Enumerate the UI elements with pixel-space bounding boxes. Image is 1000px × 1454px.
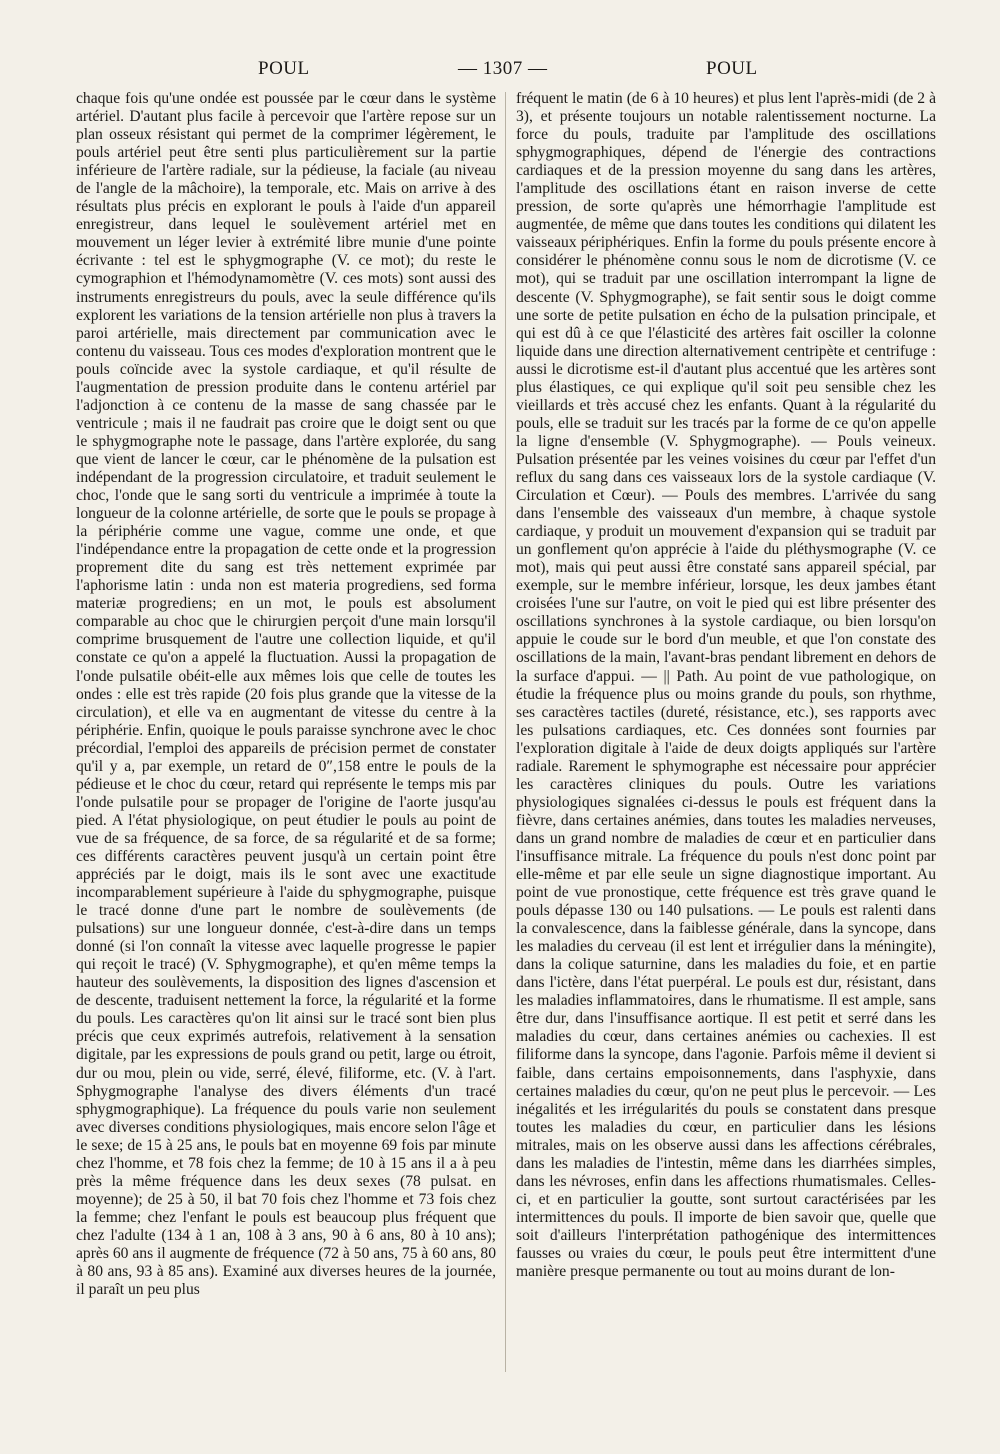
column-divider <box>505 92 506 1372</box>
left-column <box>76 90 496 1299</box>
running-header <box>0 58 1000 84</box>
header-right-keyword: POUL <box>706 58 758 79</box>
left-column-text: chaque fois qu'une ondée est poussée par le cœur dans le système artériel. D'autant plus facile à percevoir que l'artère repose sur un plan osseux résistant qui permet de la comprimer légèrement, le pouls artériel peut être senti plus particulièrement sur la partie inférieure de l'artère radiale, sur la pédieuse, la faciale (au niveau de l'angle de la mâchoire), la temporale, etc. Mais on arrive à des résultats plus précis en explorant le pouls à l'aide d'un appareil enregistreur, dans lequel le soulèvement artériel met en mouvement un léger levier à extrémité libre munie d'une pointe écrivante : tel est le sphygmographe (V. ce mot); du reste le cymographion et l'hémodynamomètre (V. ces mots) sont aussi des instruments enregistreurs du pouls, avec la seule différence qu'ils explorent les variations de la tension artérielle non plus à travers la paroi artérielle, mais directement par communication avec le contenu du vaisseau. Tous ces modes d'exploration montrent que le pouls coïncide avec la systole cardiaque, et qu'il résulte de l'augmentation de pression produite dans le contenu artériel par l'adjonction à ce contenu de la masse de sang chassée par le ventricule ; mais il ne faudrait pas croire que le doigt sent ou que le sphygmographe note le passage, dans l'artère explorée, du sang que vient de lancer le cœur, car le phénomène de la pulsation est indépendant de la progression circulatoire, et traduit seulement le choc, l'onde que le sang sorti du ventricule a imprimée à toute la longueur de la colonne artérielle, de sorte que le pouls se propage à la périphérie comme une vague, comme une onde, et que l'indépendance entre la propagation de cette onde et la progression proprement dite du sang est très nettement exprimée par l'aphorisme latin : unda non est materia progrediens, sed forma materiæ progrediens; en un mot, le pouls est absolument comparable au choc que le chirurgien perçoit d'une main lorsqu'il comprime brusquement de l'autre une collection liquide, et qu'il constate ce qu'on a appelé la fluctuation. Aussi la propagation de l'onde pulsatile obéit-elle aux mêmes lois que celle de toutes les ondes : elle est très rapide (20 fois plus grande que la vitesse de la circulation), et elle va en augmentant de vitesse du centre à la périphérie. Enfin, quoique le pouls paraisse synchrone avec le choc précordial, l'emploi des appareils de précision permet de constater qu'il y a, par exemple, un retard de 0″,158 entre le pouls de la pédieuse et le choc du cœur, retard qui représente le temps mis par l'onde pulsatile pour se propager de l'origine de l'aorte jusqu'au pied. A l'état physiologique, on peut étudier le pouls au point de vue de sa fréquence, de sa force, de sa régularité et de sa forme; ces différents caractères peuvent jusqu'à un certain point être appréciés par le doigt, mais ils le sont avec une exactitude incomparablement supérieure à l'aide du sphygmographe, puisque le tracé donne d'une part le nombre de soulèvements (de pulsations) sur une longueur donnée, c'est-à-dire dans un temps donné (si l'on connaît la vitesse avec laquelle progresse le papier qui reçoit le tracé) (V. Sphygmographe), et qu'en même temps la hauteur des soulèvements, la disposition des lignes d'ascension et de descente, traduisent nettement la force, la régularité et la forme du pouls. Les caractères qu'on lit ainsi sur le tracé sont bien plus précis que ceux exprimés autrefois, relativement à la sensation digitale, par les expressions de pouls grand ou petit, large ou étroit, dur ou mou, plein ou vide, serré, élevé, filiforme, etc. (V. à l'art. Sphygmographe l'analyse des divers éléments d'un tracé sphygmographique). La fréquence du pouls varie non seulement avec diverses conditions physiologiques, mais encore selon l'âge et le sexe; de 15 à 25 ans, le pouls bat en moyenne 69 fois par minute chez l'homme, et 78 fois chez la femme; de 10 à 15 ans il a à peu près la même fréquence dans les deux sexes (78 pulsat. en moyenne); de 25 à 50, il bat 70 fois chez l'homme et 73 fois chez la femme; chez l'enfant le pouls est beaucoup plus fréquent que chez l'adulte (134 à 1 an, 108 à 3 ans, 90 à 6 ans, 80 à 10 ans); après 60 ans il augmente de fréquence (72 à 50 ans, 75 à 60 ans, 80 à 80 ans, 93 à 85 ans). Examiné aux diverses heures de la journée, il paraît un peu plus <box>76 90 496 1299</box>
page-number: — 1307 — <box>458 58 548 79</box>
header-left-keyword: POUL <box>258 58 310 79</box>
right-column-text: fréquent le matin (de 6 à 10 heures) et plus lent l'après-midi (de 2 à 3), et présente toujours un notable ralentissement nocturne. La force du pouls, traduite par l'amplitude des oscillations sphygmographiques, dépend de l'énergie des contractions cardiaques et de la pression moyenne du sang dans les artères, l'amplitude des oscillations étant en raison inverse de cette pression, de sorte qu'après une hémorrhagie l'amplitude est augmentée, de même que dans toutes les conditions qui dilatent les vaisseaux périphériques. Enfin la forme du pouls présente encore à considérer le phénomène connu sous le nom de dicrotisme (V. ce mot), qui se traduit par une oscillation interrompant la ligne de descente (V. Sphygmographe), se fait sentir sous le doigt comme une sorte de petite pulsation en écho de la pulsation principale, et qui est dû à ce que l'élasticité des artères fait osciller la colonne liquide dans une direction alternativement centripète et centrifuge : aussi le dicrotisme est-il d'autant plus accentué que les artères sont plus élastiques, ce qui explique qu'il soit peu sensible chez les vieillards et très accusé chez les enfants. Quant à la régularité du pouls, elle se traduit sur les tracés par la forme de ce qu'on appelle la ligne d'ensemble (V. Sphygmographe). — Pouls veineux. Pulsation présentée par les veines voisines du cœur par l'effet d'un reflux du sang dans ces vaisseaux lors de la systole cardiaque (V. Circulation et Cœur). — Pouls des membres. L'arrivée du sang dans l'ensemble des vaisseaux d'un membre, à chaque systole cardiaque, y produit un mouvement d'expansion qui se traduit par un gonflement qu'on apprécie à l'aide du pléthysmographe (V. ce mot), mais qui peut aussi être constaté sans appareil spécial, par exemple, sur le membre inférieur, lorsque, les deux jambes étant croisées l'une sur l'autre, on voit le pied qui est libre présenter des oscillations synchrones à la systole cardiaque, ou bien lorsqu'on appuie le coude sur le bord d'un meuble, et que l'on constate des oscillations de la main, l'avant-bras pendant librement en dehors de la surface d'appui. — || Path. Au point de vue pathologique, on étudie la fréquence plus ou moins grande du pouls, son rhythme, ses caractères tactiles (dureté, résistance, etc.), ses rapports avec les pulsations cardiaques, etc. Ces données sont fournies par l'exploration digitale à l'aide de deux doigts appliqués sur l'artère radiale. Rarement le sphymographe est nécessaire pour apprécier les caractères cliniques du pouls. Outre les variations physiologiques signalées ci-dessus le pouls est fréquent dans la fièvre, dans certaines anémies, dans toutes les maladies nerveuses, dans un grand nombre de maladies de cœur et en particulier dans l'insuffisance mitrale. La fréquence du pouls n'est donc point par elle-même et par elle seule un signe diagnostique important. Au point de vue pronostique, cette fréquence est très grave quand le pouls dépasse 130 ou 140 pulsations. — Le pouls est ralenti dans la convalescence, dans la faiblesse générale, dans la syncope, dans les maladies du cerveau (il est lent et irrégulier dans la méningite), dans la colique saturnine, dans les maladies du foie, et en partie dans l'ictère, dans l'état puerpéral. Le pouls est dur, résistant, dans les maladies inflammatoires, dans le rhumatisme. Il est ample, sans être dur, dans l'insuffisance aortique. Il est petit et serré dans les maladies du cœur, dans certaines anémies ou cachexies. Il est filiforme dans la syncope, dans l'agonie. Parfois même il devient si faible, dans certains empoisonnements, dans l'asphyxie, dans certaines maladies du cœur, qu'on ne peut plus le percevoir. — Les inégalités et les irrégularités du pouls se constatent dans presque toutes les maladies du cœur, en particulier dans les lésions mitrales, mais on les observe aussi dans les affections cérébrales, dans les maladies de l'intestin, même dans les diarrhées simples, dans les névroses, enfin dans les affections rhumatismales. Celles-ci, et en particulier la goutte, sont surtout caractérisées par les intermittences du pouls. Il importe de bien savoir que, quelle que soit d'ailleurs l'interprétation pathogénique des intermittences fausses ou vraies du cœur, le pouls peut être intermittent d'une manière presque permanente ou tout au moins durant de lon- <box>516 90 936 1281</box>
right-column <box>516 90 936 1281</box>
